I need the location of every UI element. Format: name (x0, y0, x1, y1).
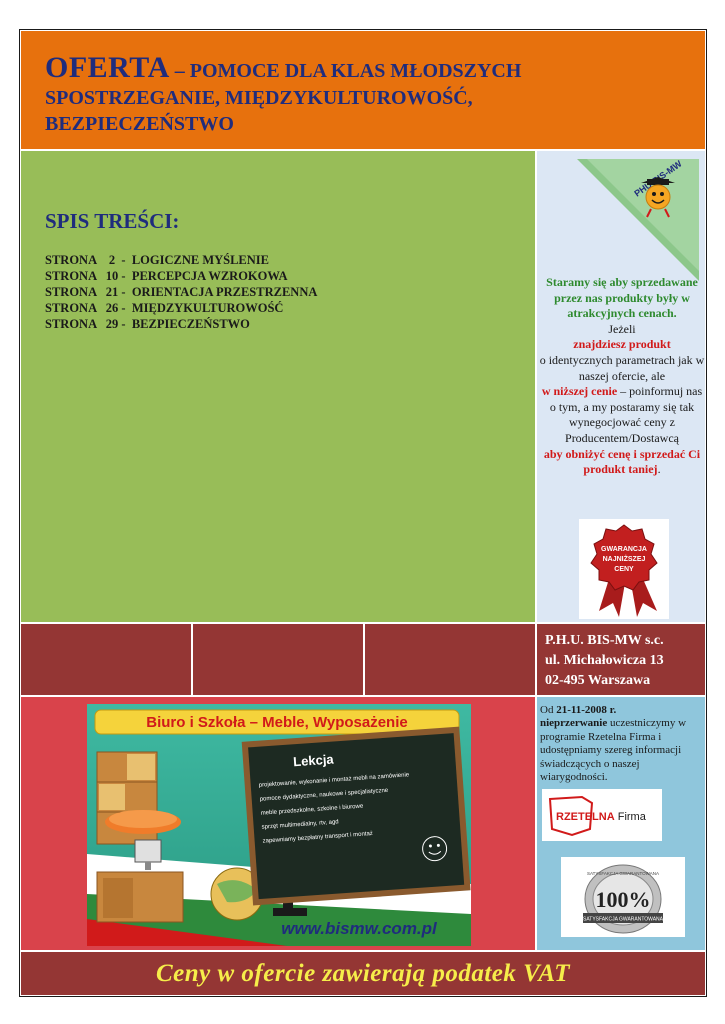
svg-text:GWARANCJA: GWARANCJA (601, 546, 647, 553)
svg-text:RZETELNA Firma: RZETELNA Firma (556, 811, 646, 823)
company-address: P.H.U. BIS-MW s.c. ul. Michałowicza 13 02-495 Warszawa (536, 623, 706, 696)
svg-text:pomoce dydaktyczne, naukowe i: pomoce dydaktyczne, naukowe i specjalistyczne (259, 787, 389, 803)
table-of-contents (20, 150, 536, 623)
toc-item: STRONA 29 - BEZPIECZEŃSTWO (45, 317, 250, 331)
toc-title: SPIS TREŚCI: (45, 209, 180, 233)
page-title: OFERTA – POMOCE DLA KLAS MŁODSZYCH (45, 51, 522, 84)
rzetelna-firma-logo (542, 789, 662, 841)
svg-text:100%: 100% (595, 887, 651, 912)
empty-cell (364, 623, 536, 696)
toc-item: STRONA 2 - LOGICZNE MYŚLENIE (45, 253, 269, 267)
svg-text:CENY: CENY (614, 566, 634, 573)
lesson-board (242, 727, 471, 906)
footer-vat-note: Ceny w ofercie zawierają podatek VAT (20, 951, 706, 996)
offer-page (19, 29, 707, 997)
toc-item: STRONA 21 - ORIENTACJA PRZESTRZENNA (45, 285, 318, 299)
company-logo (577, 159, 699, 281)
empty-cell (192, 623, 364, 696)
empty-cell (20, 623, 192, 696)
satisfaction-seal (561, 857, 685, 937)
promo-banner (87, 704, 471, 946)
toc-item: STRONA 10 - PERCEPCJA WZROKOWA (45, 269, 288, 283)
price-guarantee-panel (536, 150, 706, 623)
trust-text: Od 21-11-2008 r. nieprzerwanie uczestniczymy w programie Rzetelna Firma i udostępniamy szereg informacji świadczących o naszej wiarygodności. (540, 704, 687, 784)
svg-text:projektowanie, wykonanie i mon: projektowanie, wykonanie i montaż mebli na zamówienie (258, 772, 410, 789)
price-guarantee-text: Staramy się aby sprzedawane przez nas produkty były w atrakcyjnych cenach. Jeżeli znajdziesz produkt o identycznych parametrach jak w naszej ofercie, ale w niższej cenie – poinformuj nas o tym, a my postaramy się tak wynegocjować ceny z Producentem/Dostawcą aby obniżyć cenę i sprzedać Ci produkt taniej. (539, 275, 705, 477)
svg-text:sprzęt multimedialny, rtv, agd: sprzęt multimedialny, rtv, agd (261, 819, 339, 831)
svg-text:NAJNIŻSZEJ: NAJNIŻSZEJ (602, 556, 646, 563)
svg-text:PHU BIS-MW: PHU BIS-MW (632, 159, 684, 199)
svg-text:SATYSFAKCJA GWARANTOWANA: SATYSFAKCJA GWARANTOWANA (586, 871, 660, 876)
subtitle-line-1: SPOSTRZEGANIE, MIĘDZYKULTUROWOŚĆ, (45, 87, 473, 109)
subtitle-line-2: BEZPIECZEŃSTWO (45, 113, 234, 135)
trust-panel (536, 696, 706, 951)
header (20, 30, 706, 150)
promo-area (20, 696, 536, 951)
lowest-price-badge (579, 519, 669, 619)
svg-text:SATYSFAKCJA GWARANTOWANA: SATYSFAKCJA GWARANTOWANA (582, 916, 664, 923)
svg-text:zapewniamy bezpłatny transport: zapewniamy bezpłatny transport i montaż (262, 830, 374, 845)
svg-text:Lekcja: Lekcja (292, 751, 335, 770)
svg-text:Biuro i Szkoła – Meble, Wyposa: Biuro i Szkoła – Meble, Wyposażenie (146, 714, 408, 731)
toc-item: STRONA 26 - MIĘDZYKULTUROWOŚĆ (45, 301, 284, 315)
svg-text:meble przedszkolne, szkolne i: meble przedszkolne, szkolne i biurowe (260, 803, 364, 817)
svg-text:www.bismw.com.pl: www.bismw.com.pl (281, 919, 437, 938)
